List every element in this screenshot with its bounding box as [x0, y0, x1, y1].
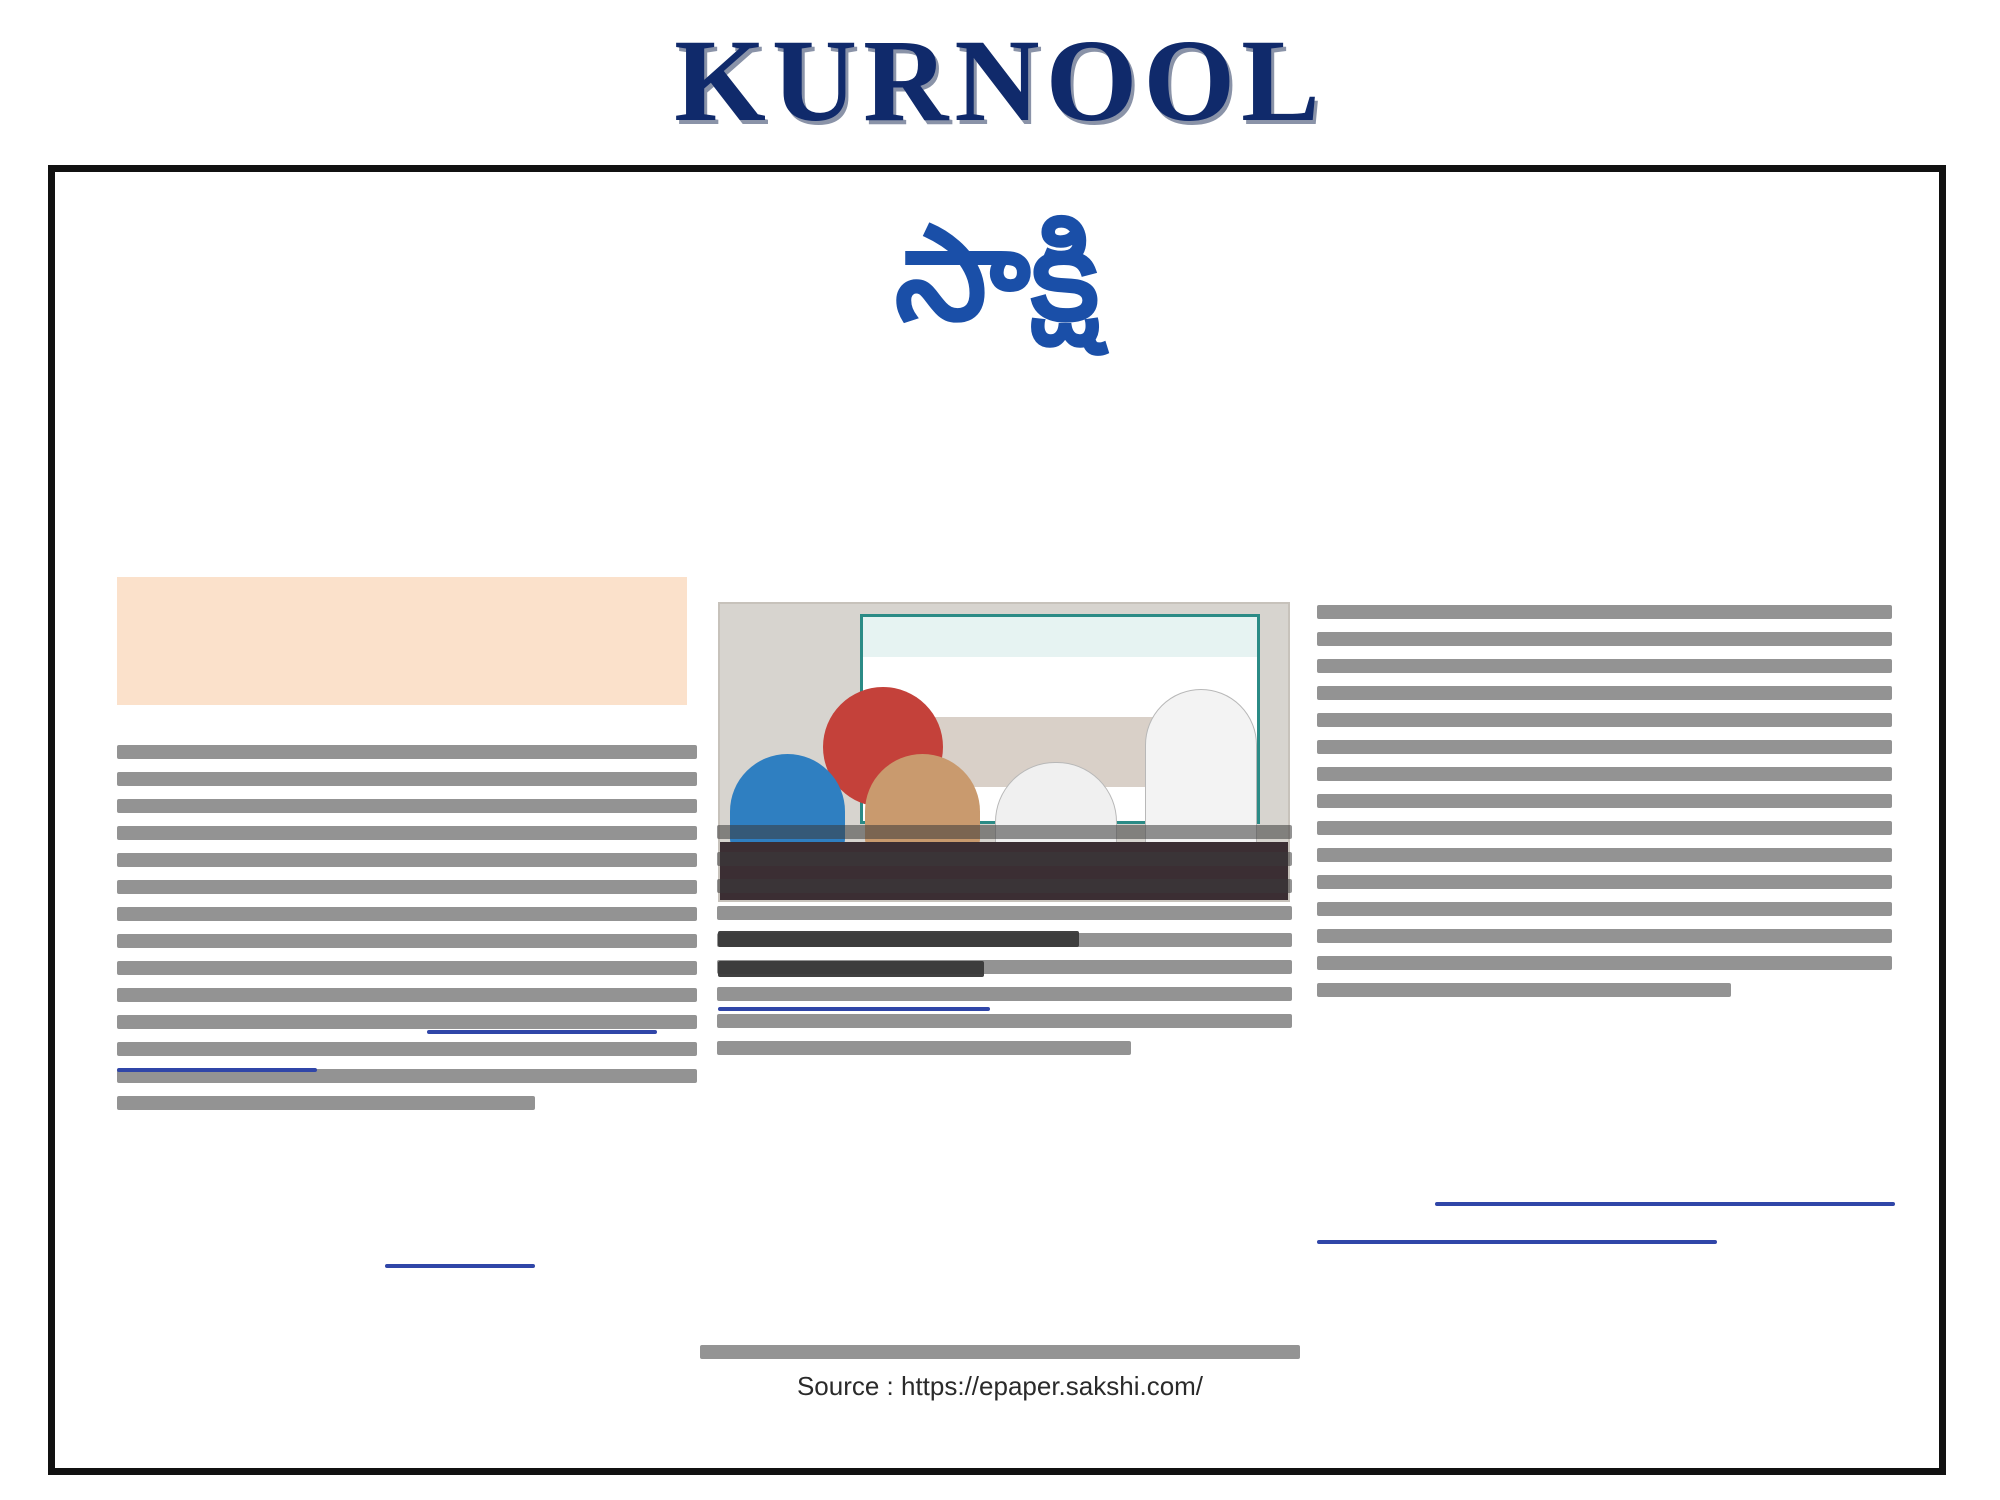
source-link[interactable]: Source : https://epaper.sakshi.com/ [796, 1371, 1204, 1401]
highlight-underline [385, 1264, 535, 1268]
footer [0, 1345, 2000, 1405]
page-title: KURNOOL [674, 15, 1326, 146]
footer-meta [700, 1345, 1300, 1359]
article-column-1 [117, 732, 697, 1292]
highlight-underline [117, 1068, 317, 1072]
subheading-box [117, 577, 687, 705]
newspaper-clipping [48, 165, 1946, 1475]
article-column-2 [717, 812, 1292, 1212]
newspaper-masthead: సాక్షి [894, 197, 1100, 351]
highlight-underline [1435, 1202, 1895, 1206]
highlight-underline [427, 1030, 657, 1034]
article-column-3 [1317, 592, 1892, 1212]
highlight-underline [1317, 1240, 1717, 1244]
